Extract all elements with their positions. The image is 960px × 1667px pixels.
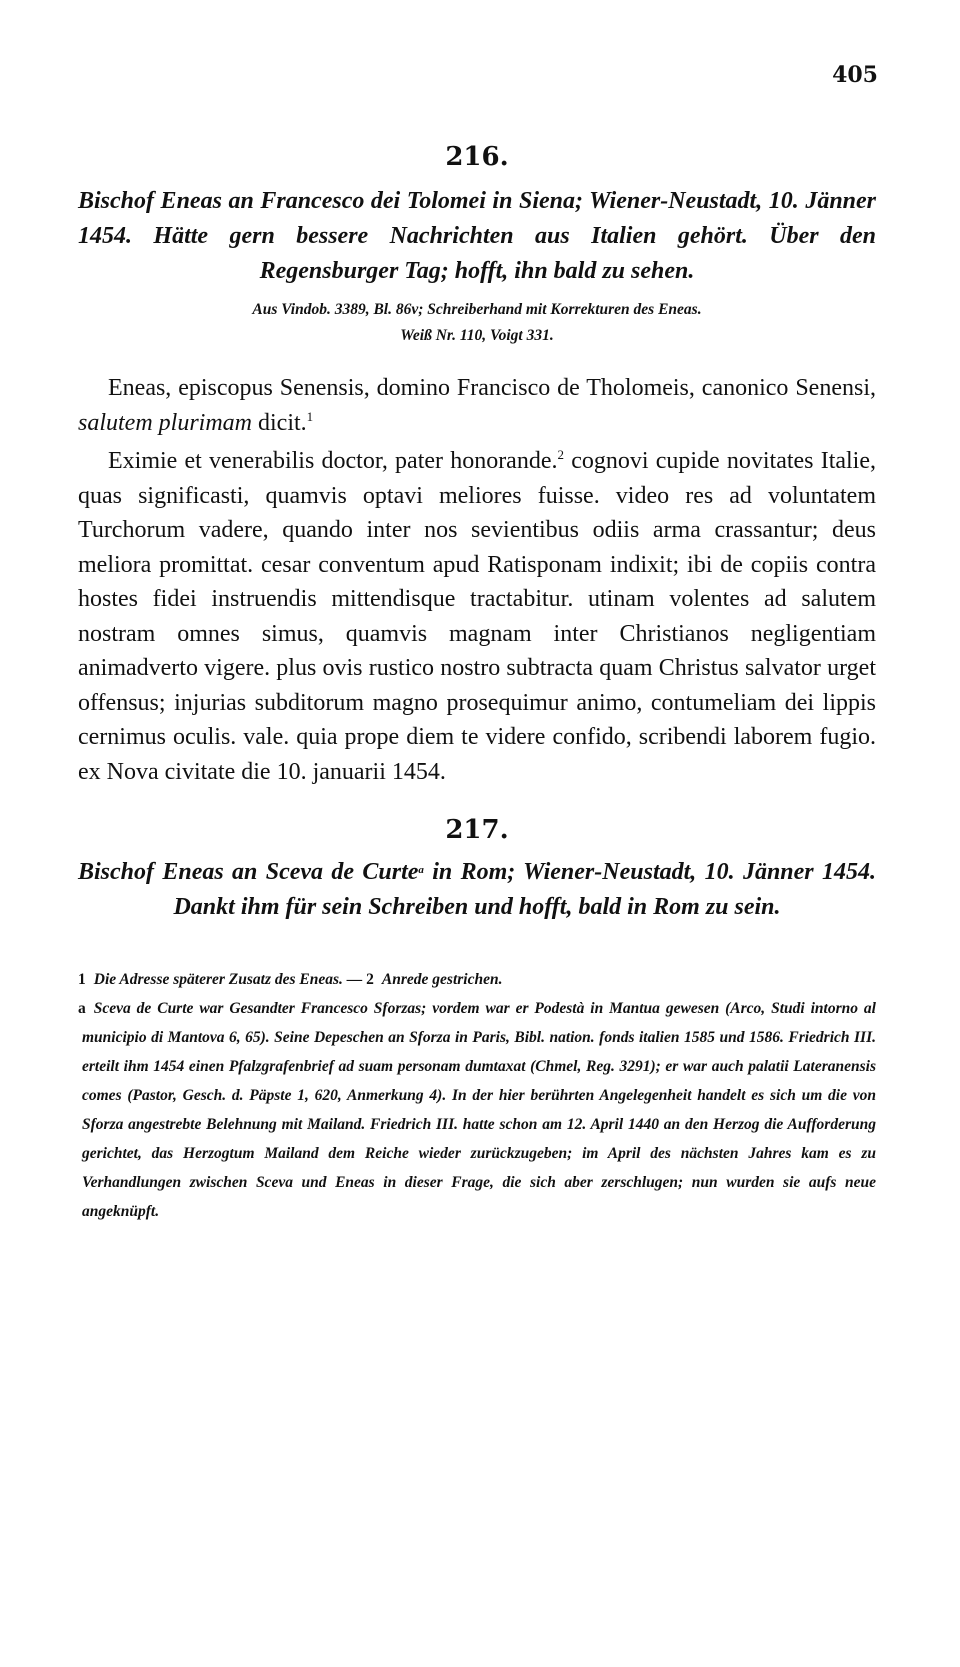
letter-216-number: 216.	[445, 142, 509, 172]
body-text: cognovi cupide novitates Italie, quas significasti, quamvis optavi meliores fuisse. video res ad voluntatem Turchorum vadere, quando inter nos sevientibus odiis arma crassantur; deus meliora promittat. cesar conventum apud Ratisponam indixit; ibi de copiis contra hostes fidei instruendis mittendisque tractabitur. utinam volentes ad salutem nostram omnes simus, quamvis magnam inter Christianos negligentiam animadverto vigere. plus ovis rustico nostro subtracta quam Christus salvator urget offensus; injurias subditorum magno prosequimur animo, contumeliam dei lippis cernimus oculis. vale. quia prope diem te videre confido, scribendi laborem fugio. ex Nova civitate die 10. januarii 1454.	[78, 448, 876, 785]
footnote-a-text: Sceva de Curte war Gesandter Francesco Sforzas; vordem war er Podestà in Mantua gewesen (Arco, Studi intorno al municipio di Mantova 6, 65). Seine Depeschen an Sforza in Paris, Bibl. nation. fonds italien 1585 und 1586. Friedrich III. erteilt ihm 1454 einen Pfalzgrafenbrief ad suam personam dumtaxat (Chmel, Reg. 3291); er war auch palatii Lateranensis comes (Pastor, Gesch. d. Päpste 1, 620, Anmerkung 4). In der hier berührten Angelegenheit handelt es sich um die von Sforza angestrebte Belehnung mit Mailand. Friedrich III. hatte schon am 12. April 1440 an den Herzog die Aufforderung gerichtet, das Herzogtum Mailand dem Reiche wieder zurückzugeben; im April des nächsten Jahres kam es zu Verhandlungen zwischen Sceva und Eneas in dieser Frage, die sich aber zerschlugen; nun wurden sie aufs neue angeknüpft.	[82, 1000, 876, 1220]
body-text-start: Eximie et venerabilis doctor, pater honorande.	[108, 448, 558, 474]
footnote-1-mark: 1	[78, 971, 86, 988]
salutation-italic: salutem plurimam	[78, 409, 252, 436]
footnote-ref-1: 1	[306, 408, 314, 424]
heading-217-rest: in Rom; Wiener-Neustadt, 10. Jänner 1454. Dankt ihm für sein Schreiben und hofft, bald in Rom zu sein.	[173, 859, 876, 920]
letter-217-heading	[78, 855, 876, 925]
letter-216-body	[78, 444, 876, 789]
heading-217-start: Bischof Eneas an Sceva de Curte	[78, 859, 419, 885]
footnote-2-mark: 2	[366, 971, 374, 988]
source-line-2: Weiß Nr. 110, Voigt 331.	[400, 327, 554, 344]
salutation-end: dicit.	[252, 409, 307, 436]
letter-216-salutation	[78, 371, 876, 440]
footnote-2-text: Anrede gestrichen.	[381, 971, 503, 988]
footnote-1-text: Die Adresse späterer Zusatz des Eneas. —	[93, 971, 367, 988]
salutation-text: Eneas, episcopus Senensis, domino Francisco de Tholomeis, canonico Senensi,	[108, 375, 876, 401]
footnote-a-mark: a	[78, 1000, 86, 1017]
footnote-a	[78, 994, 876, 1226]
letter-216-source	[78, 297, 876, 349]
source-line-1: Aus Vindob. 3389, Bl. 86v; Schreiberhand mit Korrekturen des Eneas.	[252, 301, 702, 318]
footnote-1-2	[78, 965, 876, 994]
footnotes	[78, 965, 876, 1226]
footnote-ref-2: 2	[557, 447, 564, 462]
page-number: 405	[832, 62, 878, 88]
letter-217-number: 217.	[445, 815, 509, 845]
letter-216-heading: Bischof Eneas an Francesco dei Tolomei in Siena; Wiener-Neustadt, 10. Jänner 1454. Hätte gern bessere Nachrichten aus Italien gehört. Über den Regensburger Tag; hofft, ihn bald zu sehen.	[78, 188, 876, 284]
footnote-ref-a: a	[418, 864, 424, 876]
